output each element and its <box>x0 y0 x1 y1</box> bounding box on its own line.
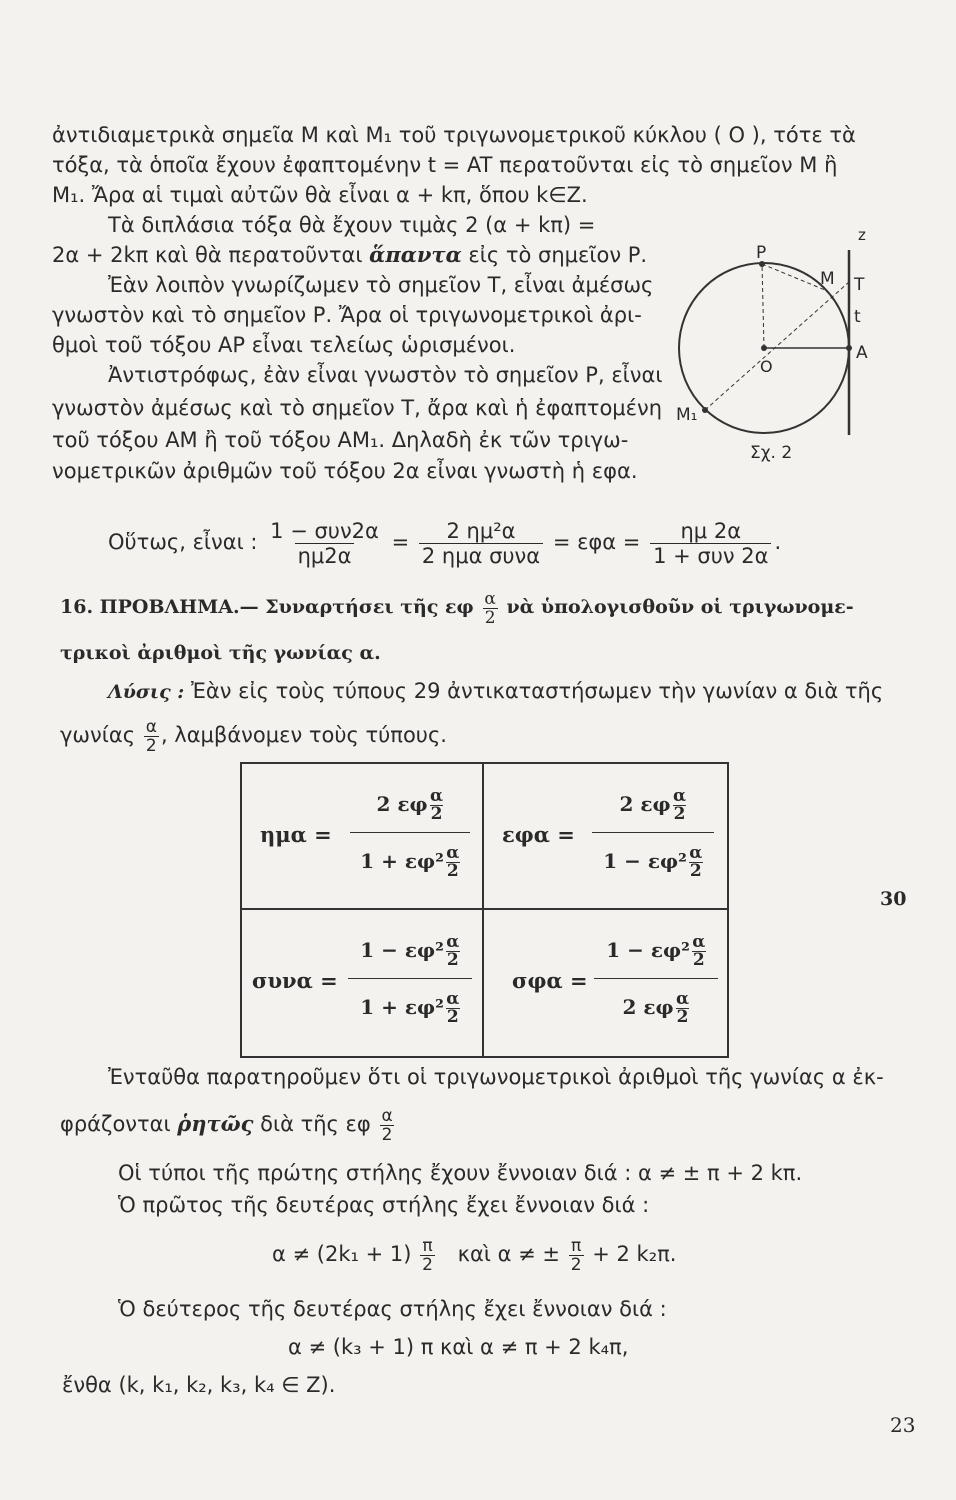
text-line: Μ₁. Ἄρα αἱ τιμαὶ αὐτῶν θὰ εἶναι α + kπ, ὅπου k∈Z. <box>52 183 588 207</box>
label-o: O <box>760 357 773 376</box>
label-m1: M₁ <box>676 405 698 425</box>
numerator: α <box>430 786 444 806</box>
formula-lead: Οὕτως, εἶναι : <box>108 530 258 554</box>
denominator: 2 <box>145 735 157 756</box>
denominator: 2 <box>692 950 705 970</box>
label-t-upper: T <box>854 275 865 295</box>
label-a: A <box>856 343 868 363</box>
cell-denominator <box>348 979 472 1035</box>
radius-op <box>762 264 764 348</box>
table-cell-cos <box>242 910 482 1056</box>
unit-circle-diagram <box>660 226 900 470</box>
numerator: α <box>689 843 703 863</box>
cell-denominator <box>350 833 470 889</box>
label-p: P <box>756 243 767 263</box>
denominator: 2 ημα συνα <box>419 543 543 567</box>
text-line: γνωστὸν καὶ τὸ σημεῖον Ρ. Ἄρα οἱ τριγωνομετρικοὶ ἀρι- <box>52 303 642 327</box>
numerator: α <box>673 786 687 806</box>
solution-label: Λύσις : <box>108 681 185 703</box>
numerator: π <box>422 1235 433 1256</box>
denominator: ημ2α <box>295 543 355 567</box>
cell-numerator <box>350 776 470 832</box>
formula-table <box>240 762 729 1058</box>
expr: 1 − εφ² <box>606 938 690 962</box>
page-number: 23 <box>890 1413 916 1437</box>
half-angle-fraction <box>673 788 687 823</box>
expr: 1 − εφ² <box>360 938 444 962</box>
text-span: , λαμβάνομεν τοὺς τύπους. <box>160 723 447 747</box>
numerator: α <box>484 588 496 609</box>
text-span: + 2 k₂π. <box>592 1242 677 1266</box>
text-line: τόξα, τὰ ὁποῖα ἔχουν ἐφαπτομένην t = AT περατοῦνται εἰς τὸ σημεῖον Μ ἢ <box>52 153 838 177</box>
denominator: 2 <box>381 1124 393 1145</box>
text-span: α ≠ (2k₁ + 1) <box>272 1242 412 1266</box>
half-angle-fraction <box>482 590 497 627</box>
fraction-3 <box>650 520 771 567</box>
text-line: ἔνθα (k, k₁, k₂, k₃, k₄ ∈ Z). <box>62 1373 336 1397</box>
figure-caption: Σχ. 2 <box>750 443 793 463</box>
cell-denominator <box>592 833 714 889</box>
cell-fraction <box>350 776 470 889</box>
text-span: γωνίας <box>60 723 136 747</box>
text-line: γνωστὸν ἀμέσως καὶ τὸ σημεῖον Τ, ἄρα καὶ ἡ ἐφαπτομένη <box>52 396 663 420</box>
fraction-1 <box>267 520 382 567</box>
cell-lhs: ημα = <box>260 822 332 847</box>
text-line <box>60 1100 397 1148</box>
text-span: φράζονται <box>60 1112 178 1136</box>
half-angle-fraction <box>692 934 706 969</box>
problem-heading <box>60 585 854 629</box>
text-span: καὶ α ≠ ± <box>457 1242 561 1266</box>
numerator: 2 ημ²α <box>446 518 516 543</box>
text-line: Ὁ πρῶτος τῆς δευτέρας στήλης ἔχει ἔννοιαν διά : <box>118 1193 650 1217</box>
denominator: 2 <box>484 607 496 628</box>
expr: 1 − εφ² <box>603 849 687 873</box>
numerator: 1 − συν2α <box>270 518 379 543</box>
solution-line-2 <box>60 712 447 758</box>
table-cell-tan <box>484 764 727 908</box>
denominator: 2 <box>570 1254 582 1275</box>
text-line: ἀντιδιαμετρικὰ σημεῖα Μ καὶ Μ₁ τοῦ τριγωνομετρικοῦ κύκλου ( Ο ), τότε τὰ <box>52 123 856 147</box>
denominator: 2 <box>446 861 459 881</box>
numerator: α <box>446 932 460 952</box>
cell-lhs: εφα = <box>502 822 575 847</box>
cell-fraction <box>594 922 718 1035</box>
table-cell-sin <box>242 764 482 908</box>
half-angle-fraction <box>379 1107 394 1144</box>
solution-text: Ἐὰν εἰς τοὺς τύπους 29 ἀντικαταστήσωμεν τὴν γωνίαν α διὰ τῆς <box>184 679 884 703</box>
text-line: Ἀντιστρόφως, ἐὰν εἶναι γνωστὸν τὸ σημεῖον Ρ, εἶναι <box>108 363 663 387</box>
half-angle-fraction <box>430 788 444 823</box>
text-line: Τὰ διπλάσια τόξα θὰ ἔχουν τιμὰς 2 (α + kπ) = <box>108 213 596 237</box>
numerator: ημ 2α <box>680 518 742 543</box>
table-cell-cot <box>484 910 727 1056</box>
cell-numerator <box>594 922 718 978</box>
expr: 1 + εφ² <box>360 849 444 873</box>
half-angle-fraction <box>446 845 460 880</box>
problem-line-2: τρικοὶ ἀριθμοὶ τῆς γωνίας α. <box>60 642 381 664</box>
half-angle-fraction <box>144 718 159 755</box>
pi-half-fraction <box>569 1237 584 1274</box>
text-span: 2α + 2kπ καὶ θὰ περατοῦνται <box>52 243 370 267</box>
text-line: νομετρικῶν ἀριθμῶν τοῦ τόξου 2α εἶναι γνωστὴ ἡ εφα. <box>52 459 638 483</box>
cell-fraction <box>592 776 714 889</box>
numerator: α <box>381 1105 393 1126</box>
cell-denominator <box>594 979 718 1035</box>
label-m: M <box>820 269 835 289</box>
equals: = <box>391 530 410 554</box>
numerator: π <box>571 1235 582 1256</box>
numerator: α <box>692 932 706 952</box>
cell-lhs: συνα = <box>252 968 338 993</box>
cell-numerator <box>348 922 472 978</box>
text-span: εἰς τὸ σημεῖον Ρ. <box>461 243 648 267</box>
side-number: 30 <box>880 888 907 910</box>
cell-fraction <box>348 922 472 1035</box>
numerator: α <box>446 989 460 1009</box>
label-t: t <box>854 307 861 327</box>
numerator: α <box>145 716 157 737</box>
period: . <box>774 530 782 554</box>
denominator: 2 <box>676 1007 689 1027</box>
text-line: θμοὶ τοῦ τόξου ΑΡ εἶναι τελείως ὡρισμένοι. <box>52 333 516 357</box>
formula-line <box>108 514 781 570</box>
denominator: 1 + συν 2α <box>650 543 771 567</box>
denominator: 2 <box>422 1254 433 1275</box>
half-angle-fraction <box>446 934 460 969</box>
problem-title: 16. ΠΡΟΒΛΗΜΑ.— Συναρτήσει τῆς εφ <box>60 596 474 618</box>
text-line: Ἐὰν λοιπὸν γνωρίζωμεν τὸ σημεῖον Τ, εἶναι ἀμέσως <box>108 273 654 297</box>
expr: 2 εφ <box>622 995 674 1019</box>
formula-middle: = εφα = <box>552 530 641 554</box>
expr: 2 εφ <box>619 792 671 816</box>
point-a <box>846 345 852 351</box>
text-line: Οἱ τύποι τῆς πρώτης στήλης ἔχουν ἔννοιαν διά : α ≠ ± π + 2 kπ. <box>118 1161 803 1185</box>
solution-line <box>108 678 883 705</box>
text-line: Ὁ δεύτερος τῆς δευτέρας στήλης ἔχει ἔννοιαν διά : <box>118 1297 667 1321</box>
line-m1-t <box>705 282 849 410</box>
numerator: α <box>446 843 460 863</box>
text-line: τοῦ τόξου ΑΜ ἢ τοῦ τόξου ΑΜ₁. Δηλαδὴ ἐκ τῶν τριγω- <box>52 428 629 452</box>
half-angle-fraction <box>446 991 460 1026</box>
emphasis: ἅπαντα <box>369 242 462 267</box>
half-angle-fraction <box>689 845 703 880</box>
expr: 1 + εφ² <box>360 995 444 1019</box>
half-angle-fraction <box>676 991 690 1026</box>
text-line <box>52 242 647 268</box>
condition-line <box>272 1230 676 1278</box>
label-z: z <box>858 226 866 244</box>
numerator: α <box>676 989 690 1009</box>
pi-half-fraction <box>420 1237 435 1274</box>
denominator: 2 <box>446 950 459 970</box>
denominator: 2 <box>689 861 702 881</box>
emphasis: ῥητῶς <box>177 1111 254 1136</box>
denominator: 2 <box>673 804 686 824</box>
text-span: διὰ τῆς εφ <box>253 1112 371 1136</box>
cell-lhs: σφα = <box>512 968 588 993</box>
point-o <box>761 345 767 351</box>
point-m1 <box>702 407 708 413</box>
cell-numerator <box>592 776 714 832</box>
condition-line: α ≠ (k₃ + 1) π καὶ α ≠ π + 2 k₄π, <box>288 1335 629 1359</box>
denominator: 2 <box>446 1007 459 1027</box>
problem-rest: νὰ ὑπολογισθοῦν οἱ τριγωνομε- <box>506 596 854 618</box>
denominator: 2 <box>430 804 443 824</box>
fraction-2 <box>419 520 543 567</box>
expr: 2 εφ <box>376 792 428 816</box>
text-line: Ἐνταῦθα παρατηροῦμεν ὅτι οἱ τριγωνομετρικοὶ ἀριθμοὶ τῆς γωνίας α ἐκ- <box>108 1065 884 1089</box>
